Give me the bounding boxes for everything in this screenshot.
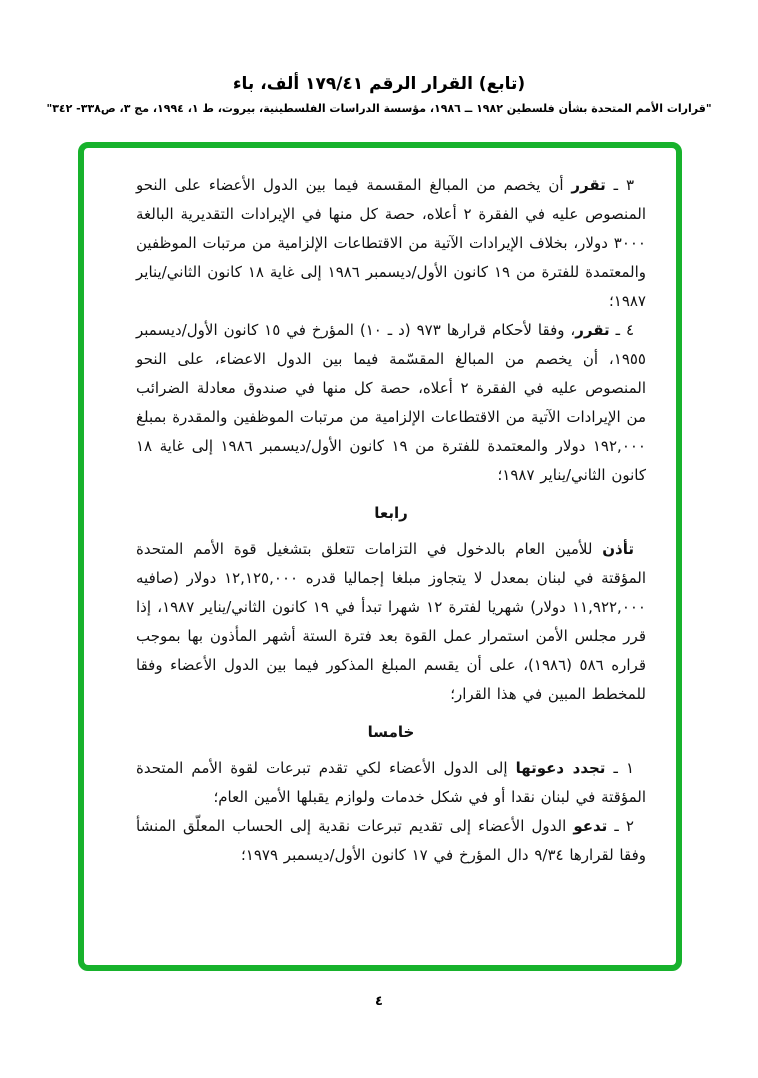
paragraph-number: ٤ ـ (609, 321, 635, 339)
page-header (0, 74, 758, 115)
paragraph-lead-word: تقرر (571, 176, 606, 194)
section-heading-fourth: رابعا (374, 504, 408, 522)
section-heading-fifth: خامسا (367, 723, 415, 741)
source-citation: "قرارات الأمم المتحدة بشأن فلسطين ١٩٨٢ ــ ١٩٨٦، مؤسسة الدراسات الفلسطينية، بيروت، ط ١، ١٩٩٤، مج ٣، ص٣٣٨- ٣٤٢" (46, 102, 712, 115)
paragraph-lead-word: تأذن (602, 540, 634, 558)
resolution-body (84, 148, 676, 965)
resolution-title: (تابع) القرار الرقم ١٧٩/٤١ ألف، باء (232, 74, 526, 94)
page-number: ٤ (375, 994, 383, 1009)
operative-paragraph-3 (136, 171, 646, 316)
section-fifth-item-1 (136, 754, 646, 812)
paragraph-lead-word: تقرر (575, 321, 610, 339)
paragraph-number: ٢ ـ (607, 817, 634, 835)
paragraph-lead-word: تجدد دعوتها (515, 759, 606, 777)
paragraph-number: ١ ـ (605, 759, 635, 777)
section-fourth-paragraph (136, 535, 646, 709)
paragraph-number: ٣ ـ (605, 176, 634, 194)
paragraph-lead-word: تدعو (573, 817, 608, 835)
paragraph-text: إلى الدول الأعضاء لكي تقدم تبرعات لقوة الأمم المتحدة المؤقتة في لبنان نقدا أو في شكل خدمات ولوازم يقبلها الأمين العام؛ (136, 759, 646, 806)
paragraph-text: الدول الأعضاء إلى تقديم تبرعات نقدية إلى الحساب المعلّق المنشأ وفقا لقرارها ٩/٣٤ دال المؤرخ في ١٧ كانون الأول/ديسمبر ١٩٧٩؛ (136, 817, 646, 864)
green-frame (78, 142, 682, 971)
paragraph-text: أن يخصم من المبالغ المقسمة فيما بين الدول الأعضاء على النحو المنصوص عليه في الفقرة ٢ أعلاه، حصة كل منها في الإيرادات التقديرية البالغة ٣٠٠٠ دولار، بخلاف الإيرادات الآتية من الاقتطاعات الإلزامية من مرتبات الموظفين والمعتمدة للفترة من ١٩ كانون الأول/ديسمبر ١٩٨٦ إلى غاية ١٨ كانون الثاني/يناير ١٩٨٧؛ (136, 176, 646, 310)
section-fifth-item-2 (136, 812, 646, 870)
paragraph-text: للأمين العام بالدخول في التزامات تتعلق بتشغيل قوة الأمم المتحدة المؤقتة في لبنان بمعدل لا يتجاوز مبلغا إجماليا قدره ١٢,١٢٥,٠٠٠ دولار (صافيه ١١,٩٢٢,٠٠٠ دولار) شهريا لفترة ١٢ شهرا تبدأ في ١٩ كانون الثاني/يناير ١٩٨٧، إذا قرر مجلس الأمن استمرار عمل القوة بعد فترة الستة أشهر المأذون بها بموجب قراره ٥٨٦ (١٩٨٦)، على أن يقسم المبلغ المذكور فيما بين الدول الأعضاء وفقا للمخطط المبين في هذا القرار؛ (136, 540, 646, 703)
operative-paragraph-4 (136, 316, 646, 490)
paragraph-text: ، وفقا لأحكام قرارها ٩٧٣ (د ـ ١٠) المؤرخ في ١٥ كانون الأول/ديسمبر ١٩٥٥، أن يخصم من المبالغ المقسّمة فيما بين الدول الاعضاء، على النحو المنصوص عليه في الفقرة ٢ أعلاه، حصة كل منها في صندوق معادلة الضرائب من الإيرادات الآتية من الاقتطاعات الإلزامية من مرتبات الموظفين والمقدرة بمبلغ ١٩٢,٠٠٠ دولار والمعتمدة للفترة من ١٩ كانون الأول/ديسمبر ١٩٨٦ إلى غاية ١٨ كانون الثاني/يناير ١٩٨٧؛ (136, 321, 646, 484)
